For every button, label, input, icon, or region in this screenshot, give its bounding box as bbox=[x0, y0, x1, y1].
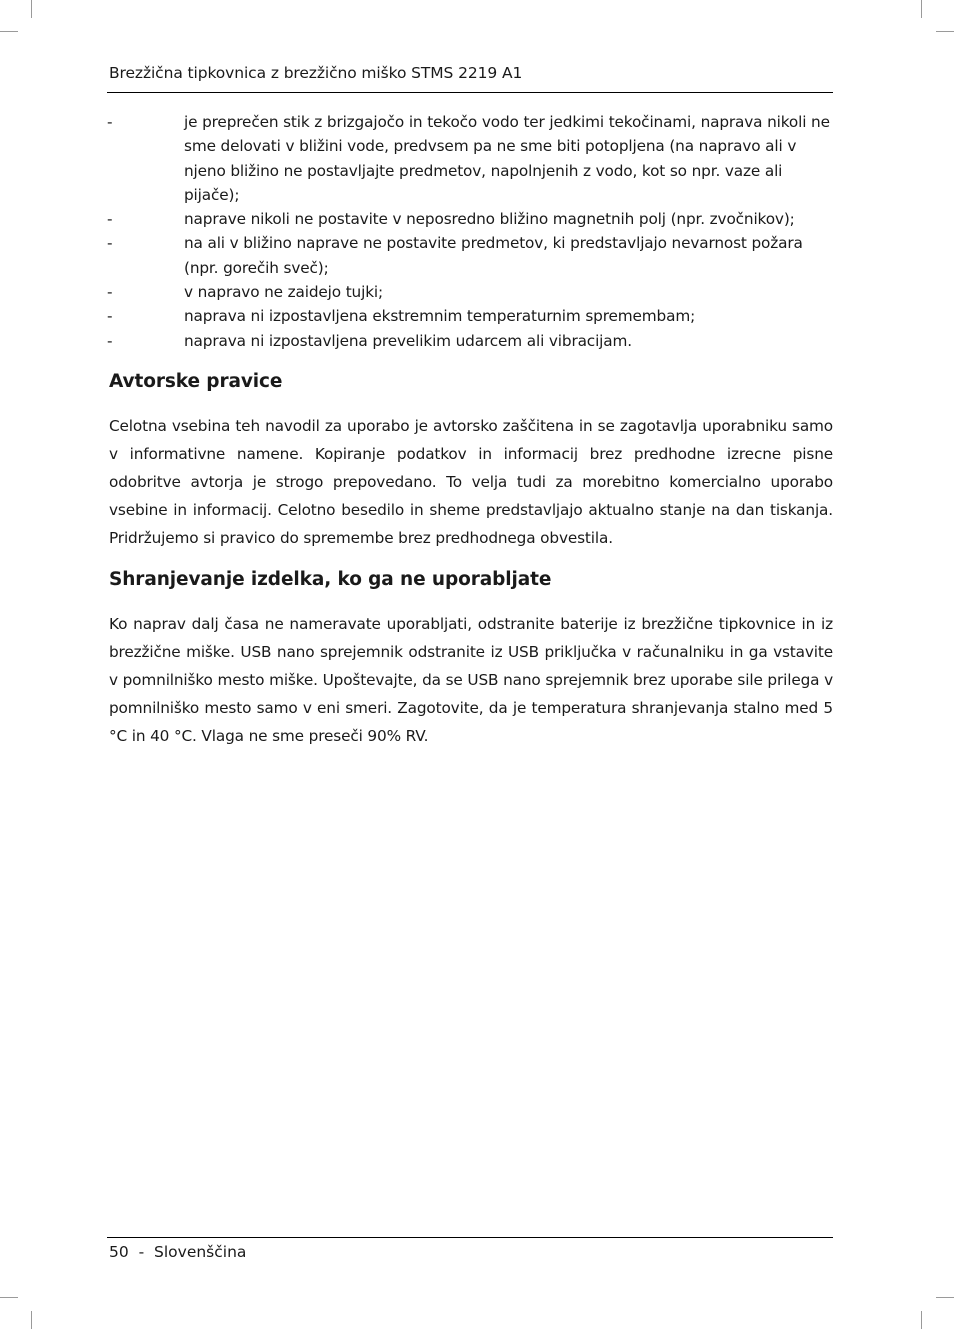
safety-bullet-list bbox=[107, 110, 833, 353]
section-heading-storage: Shranjevanje izdelka, ko ga ne uporabljate bbox=[109, 569, 552, 590]
crop-mark-top-right bbox=[921, 0, 922, 18]
header-rule bbox=[107, 92, 833, 93]
list-item bbox=[107, 231, 833, 280]
list-item bbox=[107, 304, 833, 328]
section-paragraph-storage: Ko naprav dalj časa ne nameravate uporabljati, odstranite baterije iz brezžične tipkovnice in iz brezžične miške. USB nano sprejemnik odstranite iz USB priključka v računalniku in ga vstavite v pomnilniško mesto miške. Upoštevajte, da se USB nano sprejemnik brez uporabe sile prilega v pomnilniško mesto samo v eni smeri. Zagotovite, da je temperatura shranjevanja stalno med 5 °C in 40 °C. Vlaga ne sme preseči 90% RV. bbox=[109, 615, 833, 745]
bullet-dash: - bbox=[107, 210, 113, 229]
bullet-dash: - bbox=[107, 234, 113, 253]
list-item-text: naprava ni izpostavljena ekstremnim temperaturnim spremembam; bbox=[184, 307, 696, 326]
running-header: Brezžična tipkovnica z brezžično miško STMS 2219 A1 bbox=[109, 64, 523, 82]
list-item-text: v napravo ne zaidejo tujki; bbox=[184, 283, 383, 302]
crop-mark-top-left-h bbox=[0, 31, 18, 32]
crop-mark-bottom-right bbox=[921, 1311, 922, 1329]
section-heading-copyright: Avtorske pravice bbox=[109, 371, 283, 392]
crop-mark-bottom-left bbox=[31, 1311, 32, 1329]
crop-mark-bottom-left-h bbox=[0, 1297, 18, 1298]
list-item-text: naprave nikoli ne postavite v neposredno bližino magnetnih polj (npr. zvočnikov); bbox=[184, 210, 795, 229]
list-item bbox=[107, 207, 833, 231]
bullet-dash: - bbox=[107, 283, 113, 302]
page-footer: 50 - Slovenščina bbox=[109, 1243, 247, 1261]
list-item-text: je preprečen stik z brizgajočo in tekočo vodo ter jedkimi tekočinami, naprava nikoli ne sme delovati v bližini vode, predvsem pa ne sme biti potopljena (na napravo ali v njeno bližino ne postavljajte predmetov, napolnjenih z vodo, kot so npr. vaze ali pijače); bbox=[184, 113, 830, 204]
bullet-dash: - bbox=[107, 331, 113, 350]
section-paragraph-copyright: Celotna vsebina teh navodil za uporabo je avtorsko zaščitena in se zagotavlja uporabniku samo v informativne namene. Kopiranje podatkov in informacij brez predhodne izrecne pisne odobritve avtorja je strogo prepovedano. To velja tudi za morebitno komercialno uporabo vsebine in informacij. Celotno besedilo in sheme predstavljajo aktualno stanje na dan tiskanja. Pridržujemo si pravico do spremembe brez predhodnega obvestila. bbox=[109, 417, 833, 547]
crop-mark-top-left bbox=[31, 0, 32, 18]
bullet-dash: - bbox=[107, 307, 113, 326]
bullet-dash: - bbox=[107, 113, 113, 131]
footer-rule bbox=[107, 1237, 833, 1238]
crop-mark-bottom-right-h bbox=[936, 1297, 954, 1298]
list-item bbox=[107, 329, 833, 353]
list-item-text: na ali v bližino naprave ne postavite predmetov, ki predstavljajo nevarnost požara (npr. gorečih sveč); bbox=[184, 234, 803, 277]
crop-mark-top-right-h bbox=[936, 31, 954, 32]
list-item bbox=[107, 110, 833, 207]
list-item bbox=[107, 280, 833, 304]
list-item-text: naprava ni izpostavljena prevelikim udarcem ali vibracijam. bbox=[184, 331, 632, 350]
